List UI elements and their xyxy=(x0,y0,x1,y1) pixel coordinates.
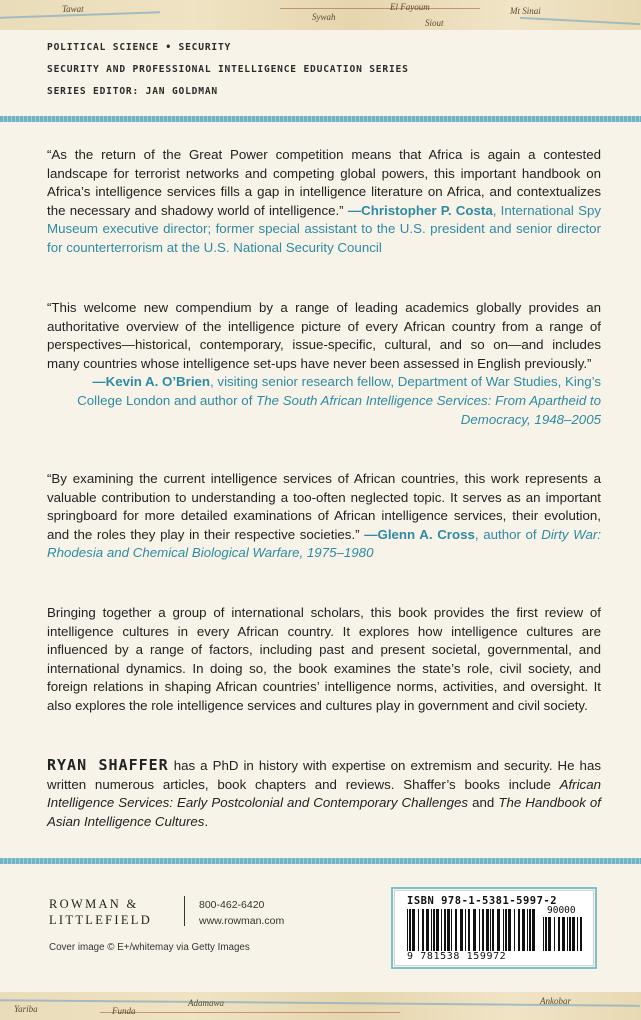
blurb-book-title: Dirty War: Rhodesia and Chemical Biological Warfare, 1975–1980 xyxy=(47,526,602,561)
barcode-bar xyxy=(529,909,531,951)
barcode-bar xyxy=(460,909,463,951)
bio-text: has a PhD in history with expertise on extremism and security. He has written numerous articles, book chapters and reviews. Shaffer’s books include xyxy=(47,758,601,792)
publisher-contact xyxy=(199,897,284,929)
bio-text: and xyxy=(468,795,499,811)
barcode-bar xyxy=(482,909,484,951)
bottom-divider xyxy=(0,858,641,864)
barcode-bar xyxy=(580,917,582,951)
map-label: Yariba xyxy=(14,1004,38,1014)
book-description: Bringing together a group of international scholars, this book provides the first review of intelligence cultures in every African country. It explores how intelligence cultures are influenced by a range of factors, including past and present societal, governmental, and international dynamics. In doing so, the book examines the state’s role, civil society, and foreign relations in shaping African countries’ intelligence norms, activities, and oversight. It also explores the role intelligence services and cultures play in government and civil society. xyxy=(47,605,601,713)
bio-book-title: The Handbook of Asian Intelligence Cultures xyxy=(47,795,602,829)
publisher-logo xyxy=(49,896,152,928)
blurb-costa xyxy=(47,146,601,258)
blurb-author-role: , International Spy Museum executive director; former special assistant to the U.S. president and senior director for counterterrorism at the U.S. National Security Council xyxy=(47,202,601,255)
barcode-bar xyxy=(409,909,411,951)
barcode-bar xyxy=(418,909,419,951)
barcode-bar xyxy=(558,917,560,951)
series-line-subject: POLITICAL SCIENCE • SECURITY xyxy=(47,42,232,53)
barcode-bar xyxy=(567,917,568,951)
blurb-author: —Kevin A. O’Brien xyxy=(92,374,211,390)
barcode-bar xyxy=(577,917,578,951)
author-bio xyxy=(47,756,601,831)
blurb-obrien xyxy=(47,299,601,429)
barcode-bar xyxy=(451,909,452,951)
barcode-bar xyxy=(492,909,494,951)
blurb-book-title: The South African Intelligence Services: From Apartheid to Democracy, 1948–2005 xyxy=(256,392,601,427)
author-name: RYAN SHAFFER xyxy=(47,756,169,774)
publisher-divider xyxy=(184,896,185,926)
publisher-phone: 800-462-6420 xyxy=(199,899,265,911)
series-line-editor: SERIES EDITOR: JAN GOLDMAN xyxy=(47,86,218,97)
map-label: Funda xyxy=(112,1006,136,1016)
barcode-bar xyxy=(508,909,511,951)
bio-book-title: African Intelligence Services: Early Postcolonial and Contemporary Challenges xyxy=(47,776,601,811)
map-label: Ankobar xyxy=(540,996,571,1006)
barcode-bar xyxy=(455,909,457,951)
barcode-bar xyxy=(436,909,439,951)
barcode-bar xyxy=(522,909,525,951)
barcode-bar xyxy=(543,917,544,951)
barcode-bar xyxy=(412,909,415,951)
barcode-bar xyxy=(407,909,408,951)
map-label: Adamawa xyxy=(188,998,224,1008)
series-line-name: SECURITY AND PROFESSIONAL INTELLIGENCE EDUCATION SERIES xyxy=(47,64,409,75)
blurb-author-role: , visiting senior research fellow, Department of War Studies, King’s College London and author of xyxy=(77,374,601,408)
barcode-bar xyxy=(444,909,446,951)
barcode-bar xyxy=(441,909,442,951)
map-label: Mt Sinai xyxy=(510,6,541,16)
top-map-band xyxy=(0,0,641,30)
top-divider xyxy=(0,116,641,122)
blurb-author: —Christopher P. Costa xyxy=(347,202,493,218)
barcode-bar xyxy=(532,909,535,951)
blurb-author-role: , author of xyxy=(474,526,542,542)
barcode-bar xyxy=(486,909,489,951)
barcode-bar xyxy=(572,917,575,951)
price-code: 90000 xyxy=(547,905,576,916)
barcode-bar xyxy=(503,909,504,951)
barcode-bar xyxy=(505,909,507,951)
publisher-line2: LITTLEFIELD xyxy=(49,913,153,927)
barcode-bar xyxy=(562,917,565,951)
isbn-number: ISBN 978-1-5381-5997-2 xyxy=(407,895,558,907)
publisher-line1: ROWMAN & xyxy=(49,897,139,911)
barcode-bar xyxy=(422,909,424,951)
publisher-website[interactable]: www.rowman.com xyxy=(199,915,285,927)
bio-text: . xyxy=(204,813,209,829)
series-header xyxy=(47,41,409,107)
blurb-text: “This welcome new compendium by a range of leading academics globally provides an authoritative overview of the intelligence picture of every African country from a range of perspectives—historical, contemporary, issue-specific, cultural, and so on—and includes many countries whose intelligence set-ups have never been assessed in English previously.” xyxy=(47,300,601,371)
barcode-bar xyxy=(473,909,476,951)
barcode-bar xyxy=(465,909,466,951)
barcode-bar xyxy=(490,909,491,951)
barcode-bar xyxy=(433,909,435,951)
bottom-map-band xyxy=(0,992,641,1020)
barcode-bar xyxy=(514,909,515,951)
barcode-bar xyxy=(468,909,470,951)
barcode-bar xyxy=(569,917,571,951)
blurb-author: —Glenn A. Cross xyxy=(364,526,475,542)
map-label: Siout xyxy=(425,18,444,28)
barcode-bar xyxy=(447,909,450,951)
barcode-bar xyxy=(518,909,520,951)
map-label: Sywah xyxy=(312,12,336,22)
map-label: Tawat xyxy=(62,4,84,14)
price-barcode-bars xyxy=(543,917,583,951)
blurb-text: “As the return of the Great Power competition means that Africa is again a contested landscape for terrorist networks and competing global powers, this important handbook on Africa’s intelligence services fills a gap in intelligence literature on Africa, and contextualizes the necessary and shadowy world of intelligence.” xyxy=(47,147,601,218)
map-label: El Fayoum xyxy=(390,2,430,12)
barcode-bar xyxy=(527,909,528,951)
cover-credit: Cover image © E+/whitemay via Getty Images xyxy=(49,942,250,953)
blurb-cross xyxy=(47,470,601,563)
blurb-text: “By examining the current intelligence services of African countries, this work represents a valuable contribution to understanding a too-often neglected topic. It serves as an important springboard for more detailed examinations of African intelligence services, their evolution, and the roles they play in their respective societies.” xyxy=(47,471,601,542)
ean-number: 9 781538 159972 xyxy=(407,951,507,962)
isbn-barcode xyxy=(394,890,594,966)
barcode-bar xyxy=(545,917,547,951)
ean-barcode-bars xyxy=(407,909,537,951)
barcode-bar xyxy=(431,909,432,951)
barcode-bar xyxy=(479,909,480,951)
barcode-bar xyxy=(497,909,500,951)
blurb-attribution xyxy=(47,373,601,429)
barcode-bar xyxy=(554,917,555,951)
barcode-bar xyxy=(548,917,551,951)
barcode-bar xyxy=(426,909,429,951)
